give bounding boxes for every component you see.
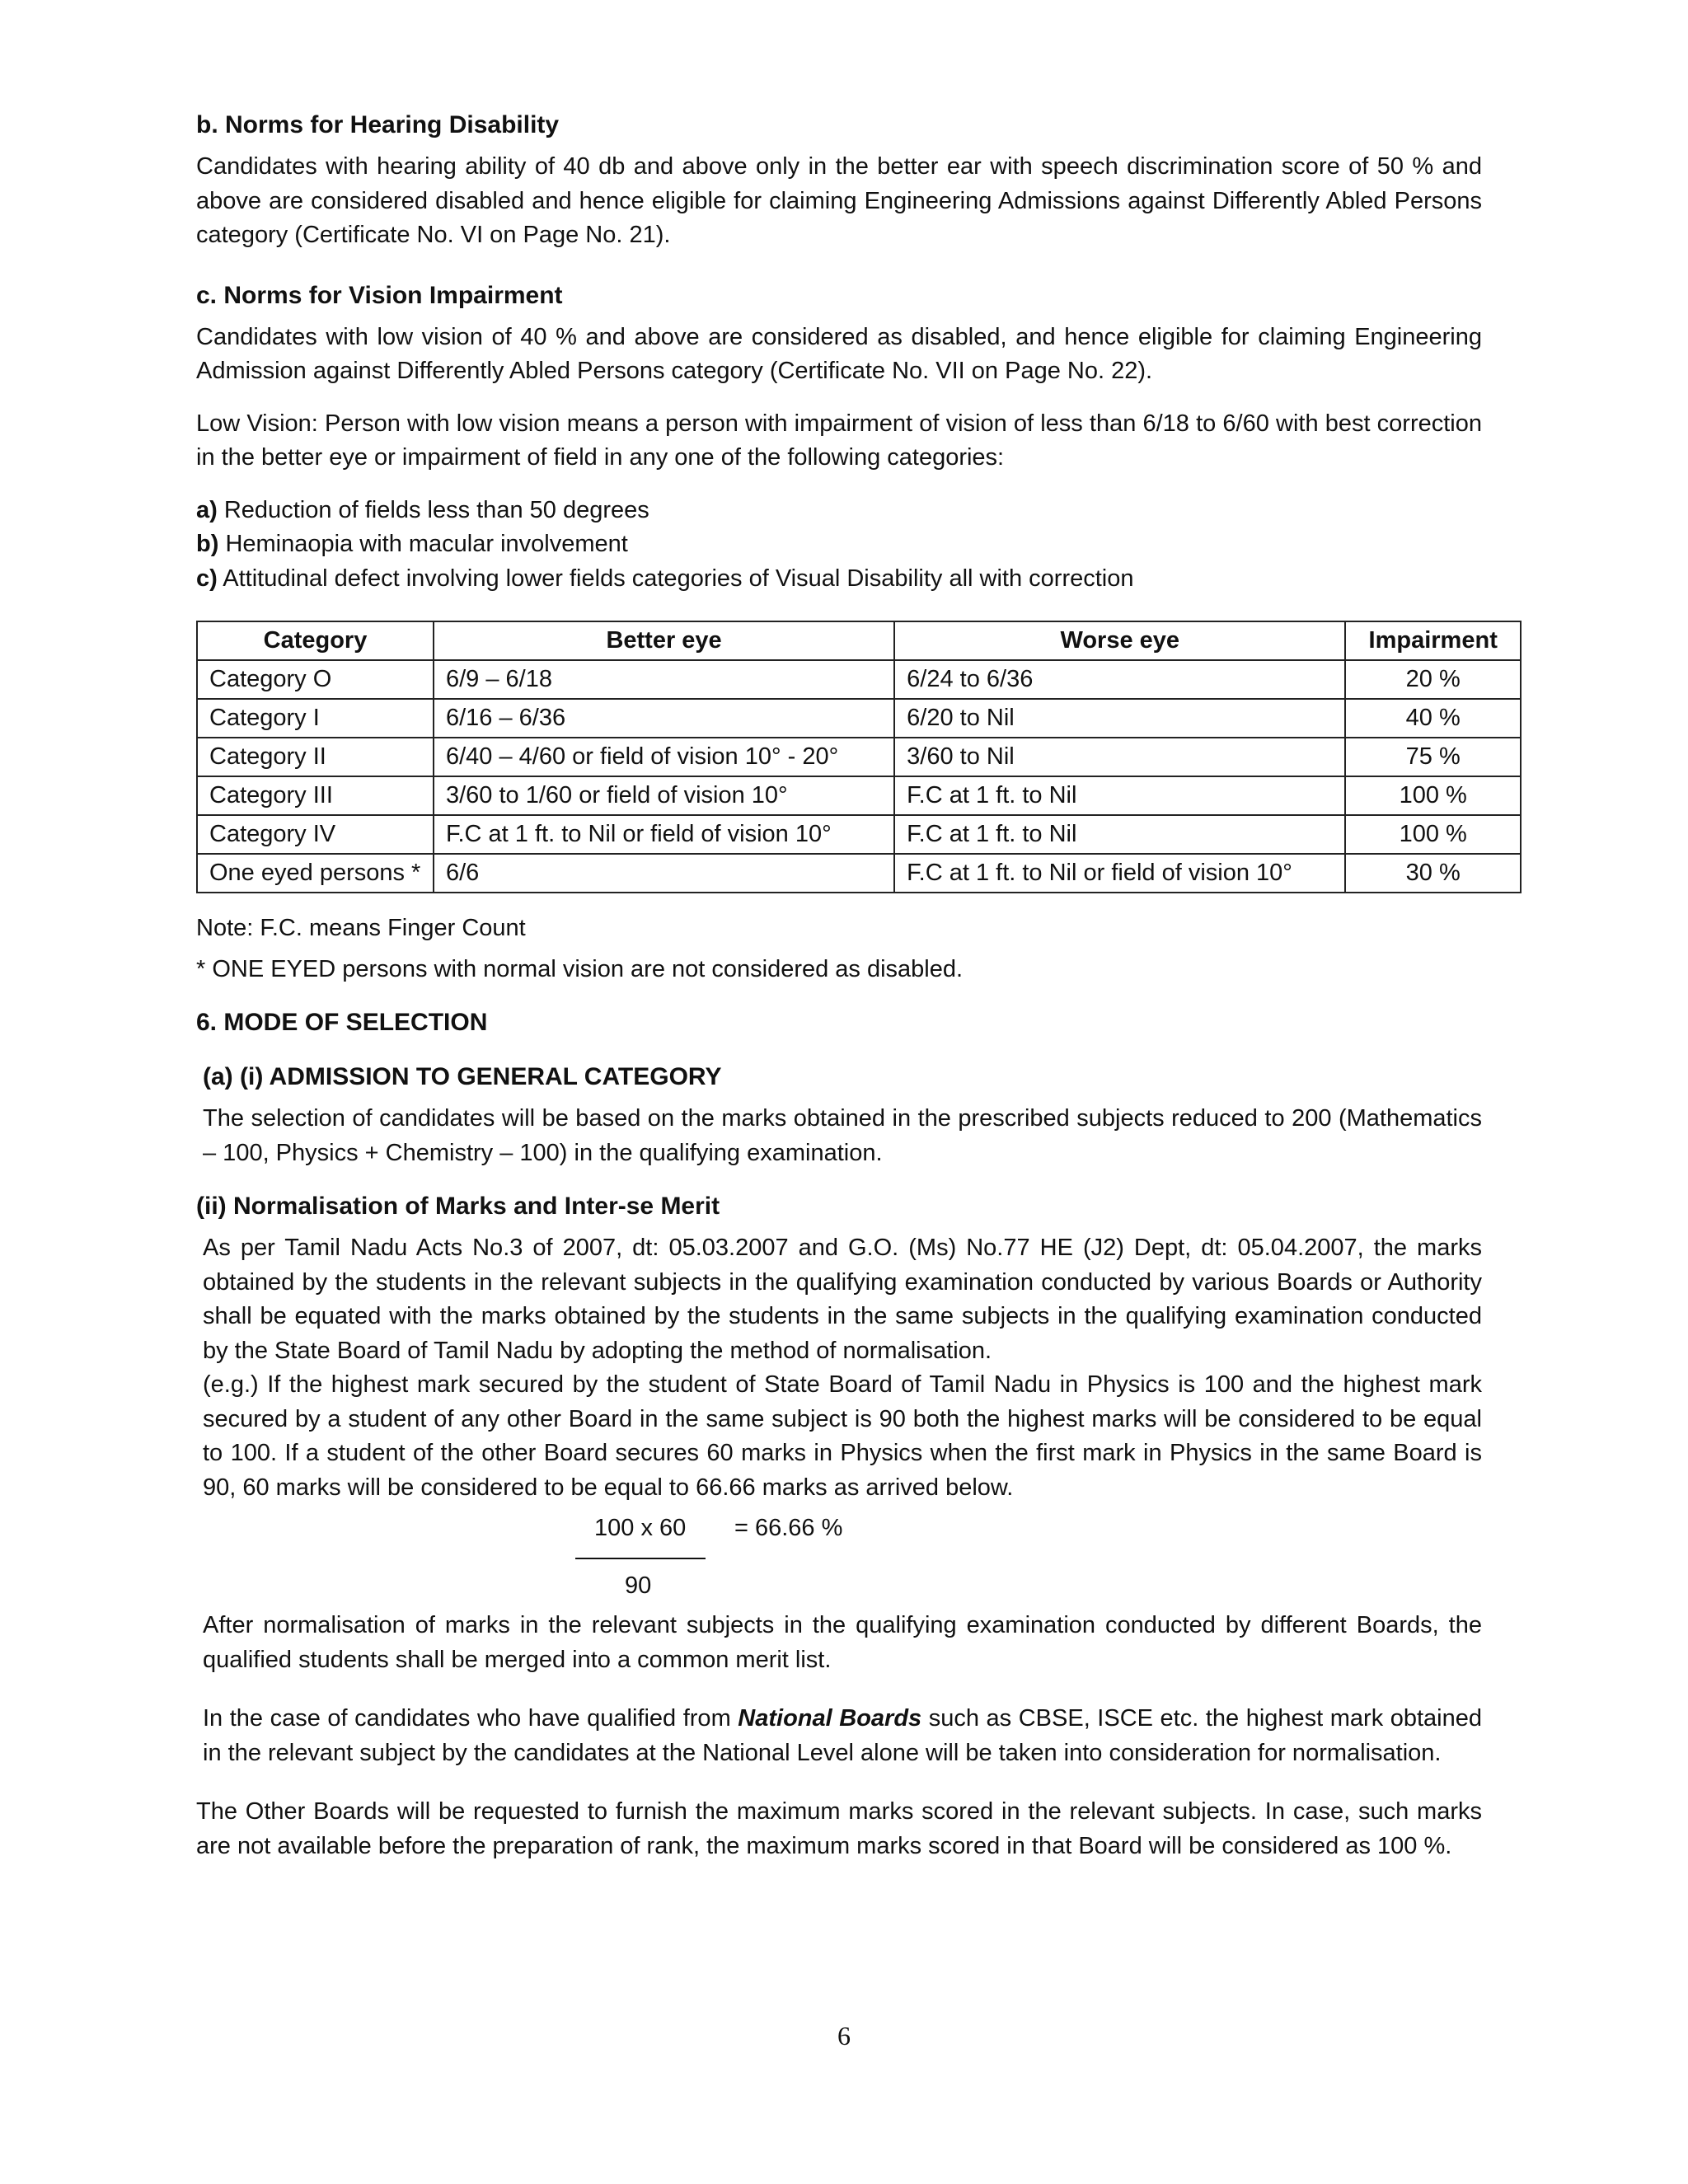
fraction-line [575,1558,706,1559]
table-row [197,738,1521,776]
cell-impairment: 30 % [1345,854,1521,893]
cell-category: Category III [197,776,434,815]
general-category-text: The selection of candidates will be based on the marks obtained in the prescribed subjects reduced to 200 (Mathematics – 100, Physics + Chemistry – 100) in the qualifying examination. [203,1105,1482,1166]
cell-category: Category I [197,699,434,738]
normalisation-example: (e.g.) If the highest mark secured by the student of State Board of Tamil Nadu in Physics is 100 and the highest mark secured by a student of any other Board in the same subject is 90 both the highest marks will be considered to be equal to 100. If a student of the other Board secures 60 marks in Physics when the first mark in Physics in the same Board is 90, 60 marks will be considered to be equal to 66.66 marks as arrived below. [203,1371,1482,1501]
formula-denominator: 90 [625,1572,652,1599]
list-text: Heminaopia with macular involvement [225,531,628,557]
cell-category: One eyed persons * [197,854,434,893]
hearing-text: Candidates with hearing ability of 40 db and above only in the better ear with speech discrimination score of 50 % and above are considered disabled and hence eligible for claiming Engineering Admissions against Differently Abled Persons category (Certificate No. VI on Page No. 21). [196,153,1482,248]
cell-better-eye: 6/40 – 4/60 or field of vision 10° - 20° [434,738,894,776]
note-one-eyed: * ONE EYED persons with normal vision are not considered as disabled. [196,955,964,982]
cell-worse-eye: 6/24 to 6/36 [894,660,1345,699]
header-impairment: Impairment [1345,621,1521,660]
national-post: such as CBSE, ISCE etc. the highest mark obtained in the relevant subject by the candidates at the National Level alone will be taken into consideration for normalisation. [203,1705,1483,1766]
cell-worse-eye: 3/60 to Nil [894,738,1345,776]
other-boards-text: The Other Boards will be requested to furnish the maximum marks scored in the relevant subjects. In case, such marks are not available before the preparation of rank, the maximum marks scored in that Board will be considered as 100 %. [196,1798,1482,1859]
cell-category: Category II [197,738,434,776]
vision-criteria-list [196,494,1482,597]
cell-worse-eye: F.C at 1 ft. to Nil [894,776,1345,815]
merit-list-text: After normalisation of marks in the relevant subjects in the qualifying examination conducted by different Boards, the qualified students shall be merged into a common merit list. [203,1612,1482,1673]
mode-of-selection-heading: 6. MODE OF SELECTION [196,1009,488,1036]
list-text: Attitudinal defect involving lower fields categories of Visual Disability all with correction [223,565,1134,592]
vision-heading: c. Norms for Vision Impairment [196,281,563,309]
national-boards-emphasis: National Boards [738,1705,922,1732]
header-worse-eye: Worse eye [894,621,1345,660]
cell-impairment: 40 % [1345,699,1521,738]
cell-worse-eye: 6/20 to Nil [894,699,1345,738]
cell-better-eye: F.C at 1 ft. to Nil or field of vision 10° [434,815,894,854]
table-header-row [197,621,1521,660]
list-text: Reduction of fields less than 50 degrees [223,496,649,523]
normalisation-text: As per Tamil Nadu Acts No.3 of 2007, dt: 05.03.2007 and G.O. (Ms) No.77 HE (J2) Dept, dt: 05.04.2007, the marks obtained by the students in the relevant subjects in the qualifying examination conducted by various Boards or Authority shall be equated with the marks obtained by the students in the same subjects in the qualifying examination conducted by the State Board of Tamil Nadu by adopting the method of normalisation. [203,1235,1482,1364]
cell-impairment: 75 % [1345,738,1521,776]
hearing-heading: b. Norms for Hearing Disability [196,111,560,138]
page-number: 6 [837,2021,851,2050]
note-finger-count: Note: F.C. means Finger Count [196,915,526,941]
low-vision-text: Low Vision: Person with low vision means a person with impairment of vision of less than 6/18 to 6/60 with best correction in the better eye or impairment of field in any one of the following categories: [196,410,1482,471]
formula-numerator: 100 x 60 [594,1515,687,1541]
cell-better-eye: 6/9 – 6/18 [434,660,894,699]
cell-worse-eye: F.C at 1 ft. to Nil or field of vision 10° [894,854,1345,893]
list-item [196,562,1482,597]
table-row [197,699,1521,738]
list-marker: a) [196,496,218,523]
table-row [197,776,1521,815]
table-row [197,854,1521,893]
table-row [197,815,1521,854]
list-marker: b) [196,531,219,557]
header-better-eye: Better eye [434,621,894,660]
general-category-heading: (a) (i) ADMISSION TO GENERAL CATEGORY [203,1063,722,1090]
list-item [196,494,1482,528]
cell-better-eye: 3/60 to 1/60 or field of vision 10° [434,776,894,815]
header-category: Category [197,621,434,660]
cell-category: Category IV [197,815,434,854]
list-marker: c) [196,565,218,592]
cell-better-eye: 6/16 – 6/36 [434,699,894,738]
cell-worse-eye: F.C at 1 ft. to Nil [894,815,1345,854]
cell-better-eye: 6/6 [434,854,894,893]
cell-impairment: 20 % [1345,660,1521,699]
national-pre: In the case of candidates who have qualified from [203,1705,731,1732]
visual-disability-table [196,621,1522,893]
formula-result: = 66.66 % [734,1515,843,1541]
table-row [197,660,1521,699]
normalisation-formula [203,1511,1482,1609]
national-boards-text [203,1702,1482,1770]
cell-impairment: 100 % [1345,776,1521,815]
cell-impairment: 100 % [1345,815,1521,854]
normalisation-heading: (ii) Normalisation of Marks and Inter-se Merit [196,1193,720,1220]
page-content [196,107,1498,1863]
vision-text: Candidates with low vision of 40 % and above are considered as disabled, and hence eligible for claiming Engineering Admission against Differently Abled Persons category (Certificate No. VII on Page No. 22). [196,323,1482,384]
list-item [196,527,1482,562]
cell-category: Category O [197,660,434,699]
